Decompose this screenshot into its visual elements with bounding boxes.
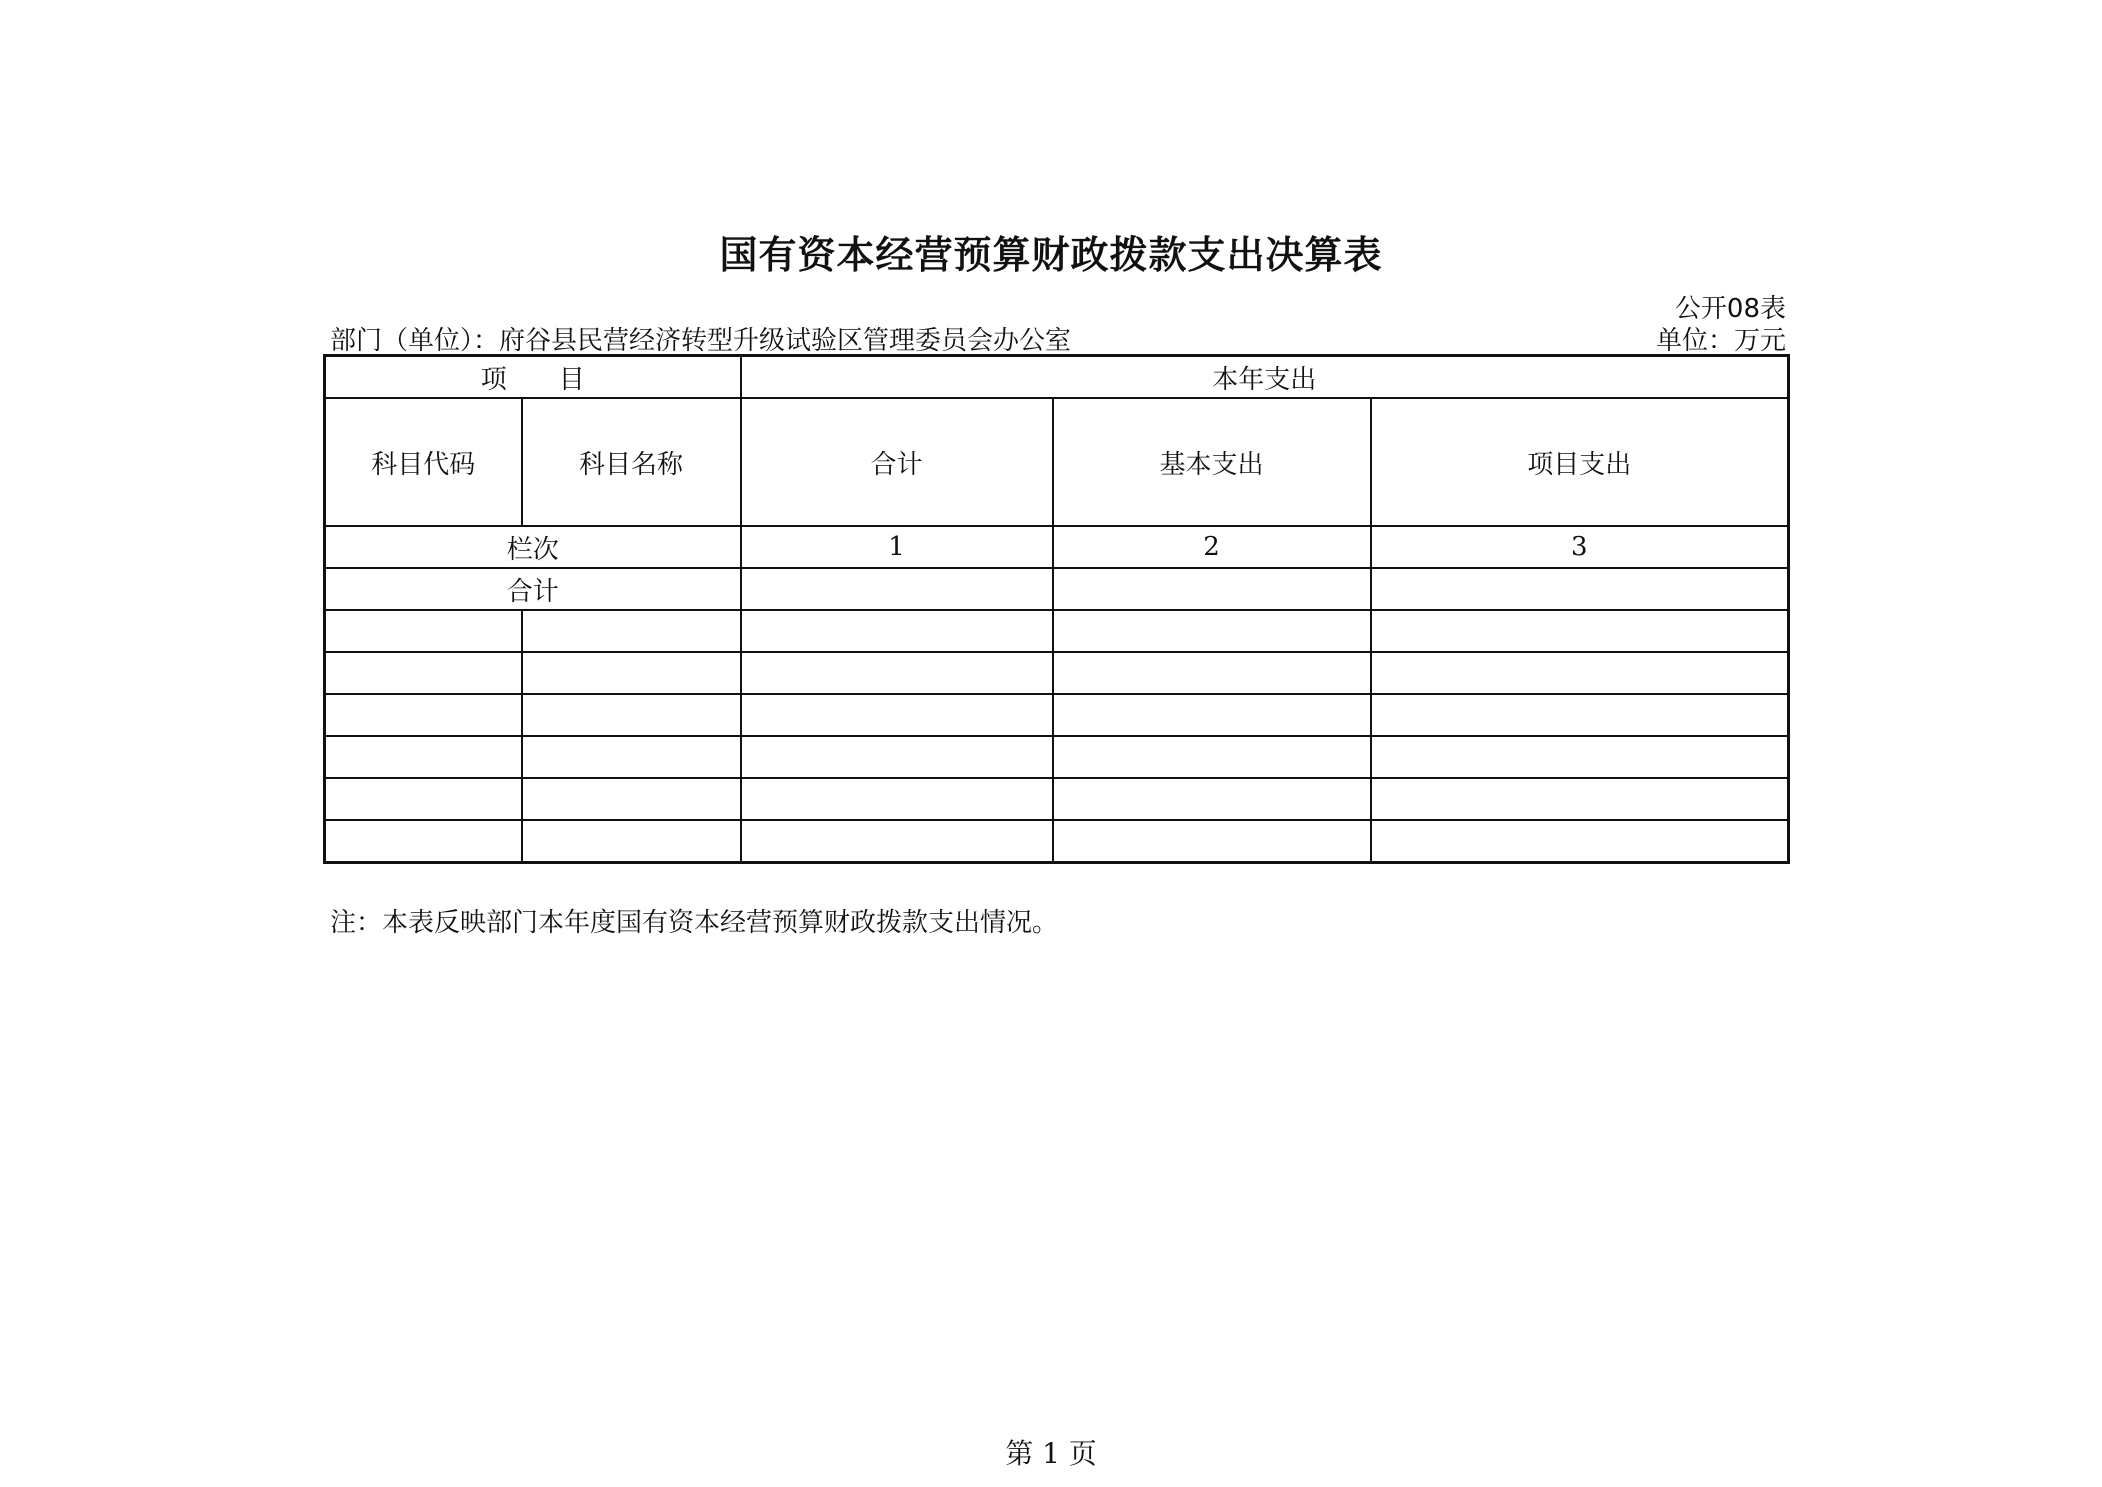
col-header-total: 合计 <box>741 398 1053 526</box>
col-header-code: 科目代码 <box>325 398 522 526</box>
table-row <box>325 778 1789 820</box>
cell-project <box>1371 736 1789 778</box>
unit-line: 单位：万元 <box>1655 326 1786 356</box>
cell-name <box>522 694 741 736</box>
total-value-project <box>1371 568 1789 610</box>
form-code: 公开08表 <box>1674 294 1786 324</box>
index-cell-1: 1 <box>741 526 1053 568</box>
table-row <box>325 820 1789 863</box>
cell-code <box>325 652 522 694</box>
header-row-1 <box>325 356 1789 399</box>
col-header-name: 科目名称 <box>522 398 741 526</box>
cell-code <box>325 610 522 652</box>
total-label-cell: 合计 <box>325 568 741 610</box>
col-header-project: 项目支出 <box>1371 398 1789 526</box>
total-row <box>325 568 1789 610</box>
cell-code <box>325 736 522 778</box>
header-item-cell: 项 目 <box>325 356 741 399</box>
header-row-2 <box>325 398 1789 526</box>
cell-total <box>741 778 1053 820</box>
cell-name <box>522 778 741 820</box>
col-header-basic: 基本支出 <box>1053 398 1371 526</box>
page-number: 第 1 页 <box>1005 1437 1097 1470</box>
cell-total <box>741 820 1053 863</box>
cell-code <box>325 778 522 820</box>
index-row <box>325 526 1789 568</box>
index-label-cell: 栏次 <box>325 526 741 568</box>
cell-code <box>325 694 522 736</box>
cell-project <box>1371 652 1789 694</box>
table-row <box>325 610 1789 652</box>
cell-total <box>741 610 1053 652</box>
cell-basic <box>1053 778 1371 820</box>
cell-total <box>741 694 1053 736</box>
cell-name <box>522 820 741 863</box>
cell-basic <box>1053 736 1371 778</box>
report-title: 国有资本经营预算财政拨款支出决算表 <box>719 233 1383 277</box>
index-cell-2: 2 <box>1053 526 1371 568</box>
cell-basic <box>1053 694 1371 736</box>
table-row <box>325 652 1789 694</box>
table-row <box>325 694 1789 736</box>
cell-basic <box>1053 820 1371 863</box>
expenditure-table <box>323 354 1790 864</box>
header-current-year-cell: 本年支出 <box>741 356 1789 399</box>
cell-code <box>325 820 522 863</box>
department-line: 部门（单位）：府谷县民营经济转型升级试验区管理委员会办公室 <box>330 326 1072 356</box>
cell-project <box>1371 610 1789 652</box>
index-cell-3: 3 <box>1371 526 1789 568</box>
cell-project <box>1371 778 1789 820</box>
total-value-basic <box>1053 568 1371 610</box>
cell-basic <box>1053 652 1371 694</box>
cell-project <box>1371 820 1789 863</box>
cell-project <box>1371 694 1789 736</box>
cell-total <box>741 736 1053 778</box>
table-row <box>325 736 1789 778</box>
total-value-total <box>741 568 1053 610</box>
cell-name <box>522 610 741 652</box>
cell-name <box>522 736 741 778</box>
cell-total <box>741 652 1053 694</box>
table-note: 注：本表反映部门本年度国有资本经营预算财政拨款支出情况。 <box>330 908 1059 938</box>
cell-basic <box>1053 610 1371 652</box>
cell-name <box>522 652 741 694</box>
